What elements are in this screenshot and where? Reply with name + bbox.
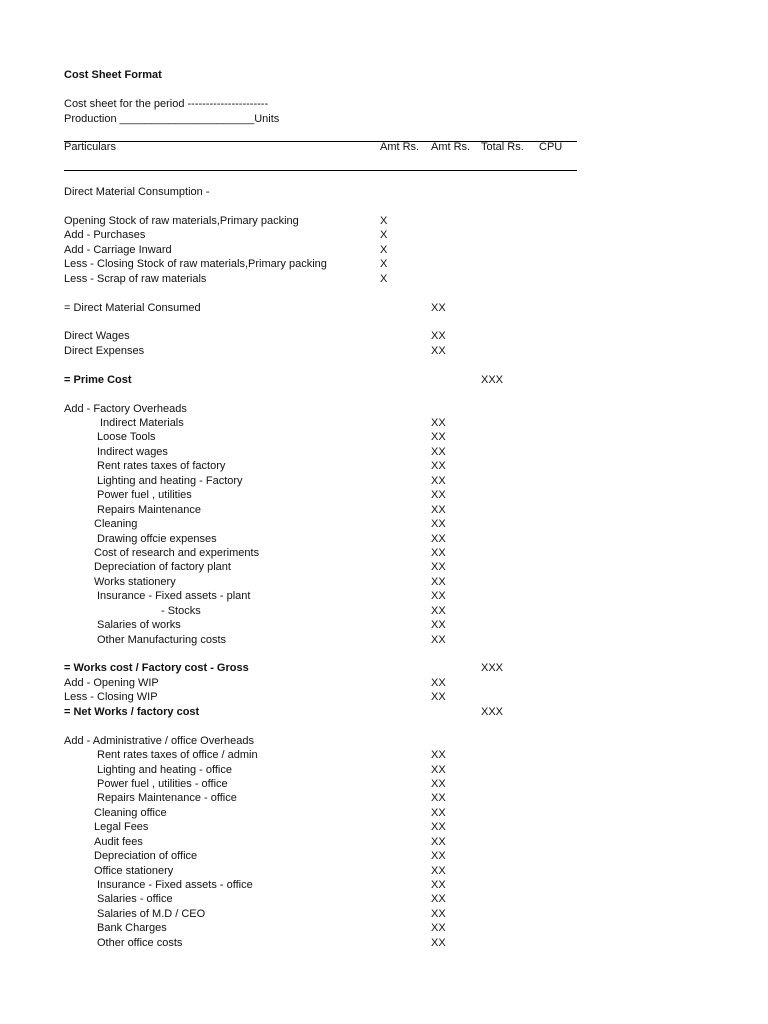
table-row xyxy=(64,243,577,257)
table-row xyxy=(64,589,577,603)
row-label: = Direct Material Consumed xyxy=(64,301,201,314)
row-label: Direct Expenses xyxy=(64,344,145,357)
table-row xyxy=(64,344,577,358)
row-label: Repairs Maintenance - office xyxy=(97,792,237,805)
row-amt-2: XX xyxy=(431,907,446,920)
row-amt-2: XX xyxy=(431,604,446,617)
table-row xyxy=(64,445,577,459)
table-row xyxy=(64,329,577,343)
row-amt-2: XX xyxy=(431,777,446,790)
blank-row xyxy=(64,647,577,661)
row-label: Less - Closing Stock of raw materials,Primary packing xyxy=(64,258,327,271)
row-amt-2: XX xyxy=(431,763,446,776)
row-label: Office stationery xyxy=(94,864,174,877)
row-label: Power fuel , utilities xyxy=(97,489,192,502)
row-label: Legal Fees xyxy=(94,821,149,834)
row-amt-1: X xyxy=(380,258,388,271)
header-amt-1: Amt Rs. xyxy=(380,141,420,153)
row-amt-2: XX xyxy=(431,922,446,935)
row-amt-2: XX xyxy=(431,561,446,574)
row-amt-2: XX xyxy=(431,445,446,458)
table-row xyxy=(64,474,577,488)
blank-row xyxy=(64,387,577,401)
table-row xyxy=(64,748,577,762)
row-label: Opening Stock of raw materials,Primary packing xyxy=(64,214,299,227)
row-label: Add - Factory Overheads xyxy=(64,402,187,415)
row-amt-2: XX xyxy=(431,619,446,632)
row-label: Bank Charges xyxy=(97,922,167,935)
row-amt-2: XX xyxy=(431,893,446,906)
row-label: - Stocks xyxy=(161,604,201,617)
table-row xyxy=(64,459,577,473)
row-label: Repairs Maintenance xyxy=(97,503,201,516)
row-label: Power fuel , utilities - office xyxy=(97,777,228,790)
period-line: Cost sheet for the period ---------------------- xyxy=(64,98,269,110)
row-label: Insurance - Fixed assets - plant xyxy=(97,590,251,603)
table-row xyxy=(64,517,577,531)
row-label: Salaries of M.D / CEO xyxy=(97,907,206,920)
table-row xyxy=(64,777,577,791)
table-row xyxy=(64,907,577,921)
table-row xyxy=(64,849,577,863)
table-row xyxy=(64,214,577,228)
table-row xyxy=(64,503,577,517)
row-label: Rent rates taxes of office / admin xyxy=(97,749,258,762)
header-bottom-rule xyxy=(64,170,577,171)
table-row xyxy=(64,185,577,199)
table-row xyxy=(64,575,577,589)
table-row xyxy=(64,488,577,502)
row-amt-2: XX xyxy=(431,518,446,531)
row-label: Add - Opening WIP xyxy=(64,676,159,689)
row-amt-2: XX xyxy=(431,633,446,646)
table-row xyxy=(64,806,577,820)
row-amt-2: XX xyxy=(431,489,446,502)
row-label: Depreciation of office xyxy=(94,850,198,863)
table-row xyxy=(64,532,577,546)
header-total: Total Rs. xyxy=(481,141,524,153)
row-label: Indirect wages xyxy=(97,445,168,458)
production-line: Production ______________________Units xyxy=(64,113,280,125)
header-amt-2: Amt Rs. xyxy=(431,141,471,153)
row-label: Salaries of works xyxy=(97,619,181,632)
row-label: Cost of research and experiments xyxy=(94,546,260,559)
row-amt-2: XX xyxy=(431,503,446,516)
table-row xyxy=(64,878,577,892)
table-row xyxy=(64,373,577,387)
row-label: Add - Administrative / office Overheads xyxy=(64,734,254,747)
row-amt-2: XX xyxy=(431,431,446,444)
row-amt-1: X xyxy=(380,214,388,227)
table-row xyxy=(64,705,577,719)
row-amt-2: XX xyxy=(431,691,446,704)
row-label: Audit fees xyxy=(94,835,143,848)
table-row xyxy=(64,301,577,315)
row-label: Works stationery xyxy=(94,575,176,588)
row-amt-2: XX xyxy=(431,344,446,357)
row-label: Less - Closing WIP xyxy=(64,691,158,704)
row-label: Direct Wages xyxy=(64,330,130,343)
row-amt-1: X xyxy=(380,243,388,256)
row-label: Lighting and heating - Factory xyxy=(97,474,243,487)
table-row xyxy=(64,633,577,647)
blank-row xyxy=(64,315,577,329)
row-amt-2: XX xyxy=(431,532,446,545)
blank-row xyxy=(64,199,577,213)
row-amt-2: XX xyxy=(431,330,446,343)
table-row xyxy=(64,864,577,878)
row-total: XXX xyxy=(481,662,504,675)
table-row xyxy=(64,791,577,805)
table-row xyxy=(64,402,577,416)
row-label: Add - Purchases xyxy=(64,229,146,242)
row-amt-2: XX xyxy=(431,864,446,877)
row-amt-2: XX xyxy=(431,936,446,949)
table-row xyxy=(64,734,577,748)
row-total: XXX xyxy=(481,705,504,718)
row-amt-2: XX xyxy=(431,460,446,473)
row-amt-2: XX xyxy=(431,590,446,603)
header-particulars: Particulars xyxy=(64,141,116,153)
table-row xyxy=(64,416,577,430)
table-row xyxy=(64,820,577,834)
table-row xyxy=(64,430,577,444)
row-label: Direct Material Consumption - xyxy=(64,186,210,198)
table-row xyxy=(64,661,577,675)
table-row xyxy=(64,763,577,777)
table-row xyxy=(64,560,577,574)
row-label: Depreciation of factory plant xyxy=(94,561,231,574)
row-amt-2: XX xyxy=(431,575,446,588)
row-label: Other office costs xyxy=(97,936,183,949)
header-cpu: CPU xyxy=(539,141,563,153)
table-row xyxy=(64,604,577,618)
row-label: Rent rates taxes of factory xyxy=(97,460,226,473)
row-label: Other Manufacturing costs xyxy=(97,633,227,646)
row-label: Loose Tools xyxy=(97,431,156,444)
table-row xyxy=(64,618,577,632)
table-row xyxy=(64,257,577,271)
table-row xyxy=(64,272,577,286)
row-label: Indirect Materials xyxy=(100,417,184,429)
row-label: Cleaning xyxy=(94,518,138,531)
table-row xyxy=(64,936,577,950)
document-title: Cost Sheet Format xyxy=(64,69,162,81)
row-amt-2: XX xyxy=(431,835,446,848)
row-amt-2: XX xyxy=(431,676,446,689)
row-label: = Prime Cost xyxy=(64,373,132,386)
row-total: XXX xyxy=(481,373,504,386)
row-amt-2: XX xyxy=(431,821,446,834)
row-label: Add - Carriage Inward xyxy=(64,243,172,256)
table-row xyxy=(64,835,577,849)
row-amt-1: X xyxy=(380,229,388,242)
row-label: Lighting and heating - office xyxy=(97,763,232,776)
row-amt-1: X xyxy=(380,272,388,285)
row-amt-2: XX xyxy=(431,806,446,819)
row-amt-2: XX xyxy=(431,850,446,863)
row-amt-2: XX xyxy=(431,879,446,891)
blank-row xyxy=(64,286,577,300)
row-amt-2: XX xyxy=(431,749,446,762)
row-amt-2: XX xyxy=(431,546,446,559)
table-header xyxy=(64,141,577,155)
row-amt-2: XX xyxy=(431,792,446,805)
table-row xyxy=(64,690,577,704)
row-amt-2: XX xyxy=(431,417,446,429)
row-label: = Net Works / factory cost xyxy=(64,705,200,718)
row-label: Drawing offcie expenses xyxy=(97,532,217,545)
row-label: = Works cost / Factory cost - Gross xyxy=(64,662,249,675)
blank-row xyxy=(64,719,577,733)
row-amt-2: XX xyxy=(431,301,446,314)
table-row xyxy=(64,892,577,906)
table-row xyxy=(64,228,577,242)
row-label: Less - Scrap of raw materials xyxy=(64,272,207,285)
table-row xyxy=(64,546,577,560)
blank-row xyxy=(64,358,577,372)
row-label: Salaries - office xyxy=(97,893,173,906)
row-amt-2: XX xyxy=(431,474,446,487)
table-row xyxy=(64,921,577,935)
cost-sheet-rows xyxy=(64,185,577,950)
row-label: Insurance - Fixed assets - office xyxy=(97,879,253,891)
table-row xyxy=(64,676,577,690)
row-label: Cleaning office xyxy=(94,806,167,819)
